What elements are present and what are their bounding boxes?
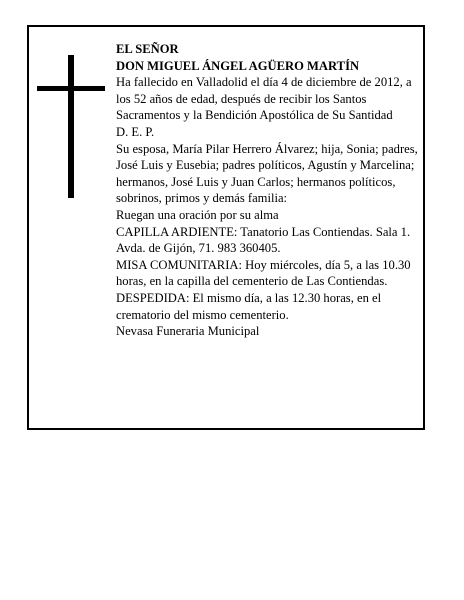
family-list: Su esposa, María Pilar Herrero Álvarez; hija, Sonia; padres, José Luis y Eusebia; padres políticos, Agustín y Marcelina; hermanos, José Luis y Juan Carlos; hermanos políticos, sobrinos, primos y demás familia: (116, 141, 418, 206)
chapel-info: CAPILLA ARDIENTE: Tanatorio Las Contiendas. Sala 1. Avda. de Gijón, 71. 983 360405. (116, 224, 411, 256)
deceased-name: DON MIGUEL ÁNGEL AGÜERO MARTÍN (116, 58, 360, 73)
prayer-request: Ruegan una oración por su alma (116, 207, 279, 222)
cross-vertical-bar (68, 55, 74, 198)
rest-in-peace: D. E. P. (116, 124, 155, 139)
obituary-notice (27, 25, 425, 430)
cross-horizontal-bar (37, 86, 105, 91)
death-announcement: Ha fallecido en Valladolid el día 4 de diciembre de 2012, a los 52 años de edad, después de recibir los Santos Sacramentos y la Bendición Apostólica de Su Santidad (116, 75, 412, 123)
notice-text (116, 41, 422, 340)
mass-info: MISA COMUNITARIA: Hoy miércoles, día 5, a las 10.30 horas, en la capilla del cementerio de Las Contiendas. (116, 257, 411, 289)
funeral-home: Nevasa Funeraria Municipal (116, 324, 260, 339)
notice-title: EL SEÑOR (116, 42, 179, 56)
farewell-info: DESPEDIDA: El mismo día, a las 12.30 horas, en el crematorio del mismo cementerio. (116, 290, 382, 322)
